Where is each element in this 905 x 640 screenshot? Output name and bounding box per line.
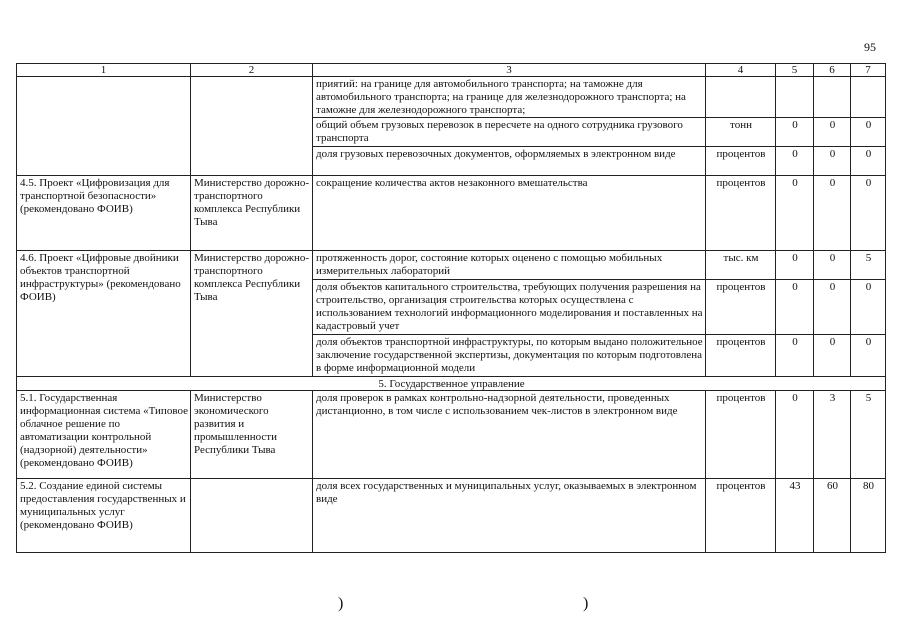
ministry-cell [191,479,313,553]
table-row [17,176,886,251]
value-cell [814,77,851,118]
value-cell: 43 [776,479,814,553]
project-cell: 5.1. Государственная информационная система «Типовое облачное решение по автоматизации контрольной (надзорной) деятельности» (рекомендовано ФОИВ) [17,391,191,479]
indicator-cell: доля объектов капитального строительства, требующих получения разрешения на строительство, организация строительства которых осуществлена с использованием технологий информационного моделирования и поставленных на кадастровый учет [313,280,706,335]
unit-cell [706,77,776,118]
table-header-row [17,64,886,77]
column-header: 1 [17,64,191,77]
value-cell: 0 [814,335,851,377]
value-cell: 0 [851,176,886,251]
table-row [17,77,886,118]
section-title: 5. Государственное управление [17,377,886,391]
value-cell [851,77,886,118]
project-cell: 4.5. Проект «Цифровизация для транспортной безопасности» (рекомендовано ФОИВ) [17,176,191,251]
table-row [17,251,886,280]
ministry-cell: Министерство экономического развития и промышленности Республики Тыва [191,391,313,479]
value-cell: 60 [814,479,851,553]
scan-mark: ) [583,595,589,612]
value-cell [776,77,814,118]
value-cell: 0 [814,251,851,280]
value-cell: 0 [776,118,814,147]
unit-cell: процентов [706,147,776,176]
unit-cell: процентов [706,479,776,553]
indicator-cell: сокращение количества актов незаконного вмешательства [313,176,706,251]
value-cell: 5 [851,251,886,280]
indicator-cell: приятий: на границе для автомобильного транспорта; на таможне для автомобильного транспорта; на границе для железнодорожного транспорта; на таможне для железнодорожного транспорта; [313,77,706,118]
value-cell: 0 [851,118,886,147]
unit-cell: процентов [706,280,776,335]
ministry-cell: Министерство дорожно-транспортного комплекса Республики Тыва [191,251,313,377]
column-header: 2 [191,64,313,77]
unit-cell: тыс. км [706,251,776,280]
indicator-cell: доля всех государственных и муниципальных услуг, оказываемых в электронном виде [313,479,706,553]
value-cell: 0 [776,391,814,479]
unit-cell: процентов [706,335,776,377]
value-cell: 80 [851,479,886,553]
value-cell: 5 [851,391,886,479]
unit-cell: тонн [706,118,776,147]
column-header: 3 [313,64,706,77]
value-cell: 0 [776,147,814,176]
value-cell: 0 [776,251,814,280]
table-row [17,391,886,479]
value-cell: 0 [851,147,886,176]
column-header: 4 [706,64,776,77]
value-cell: 0 [814,147,851,176]
unit-cell: процентов [706,391,776,479]
ministry-cell: Министерство дорожно-транспортного комплекса Республики Тыва [191,176,313,251]
column-header: 6 [814,64,851,77]
value-cell: 0 [776,335,814,377]
project-cell: 5.2. Создание единой системы предоставления государственных и муниципальных услуг (рекомендовано ФОИВ) [17,479,191,553]
project-cell: 4.6. Проект «Цифровые двойники объектов транспортной инфраструктуры» (рекомендовано ФОИВ) [17,251,191,377]
value-cell: 0 [851,335,886,377]
indicator-cell: протяженность дорог, состояние которых оценено с помощью мобильных измерительных лабораторий [313,251,706,280]
value-cell: 0 [814,176,851,251]
unit-cell: процентов [706,176,776,251]
indicator-cell: доля объектов транспортной инфраструктуры, по которым выдано положительное заключение государственной экспертизы, документация по которым подготовлена в форме информационной модели [313,335,706,377]
value-cell: 0 [851,280,886,335]
column-header: 7 [851,64,886,77]
section-row [17,377,886,391]
project-cell [17,77,191,176]
page-number: 95 [864,40,876,54]
value-cell: 0 [776,176,814,251]
column-header: 5 [776,64,814,77]
value-cell: 0 [814,280,851,335]
indicator-cell: доля грузовых перевозочных документов, оформляемых в электронном виде [313,147,706,176]
indicator-cell: общий объем грузовых перевозок в пересчете на одного сотрудника грузового транспорта [313,118,706,147]
scan-mark: ) [338,595,344,612]
table-row [17,479,886,553]
value-cell: 0 [776,280,814,335]
indicator-cell: доля проверок в рамках контрольно-надзорной деятельности, проведенных дистанционно, в том числе с использованием чек-листов в электронном виде [313,391,706,479]
value-cell: 3 [814,391,851,479]
ministry-cell [191,77,313,176]
value-cell: 0 [814,118,851,147]
indicators-table [16,63,886,553]
